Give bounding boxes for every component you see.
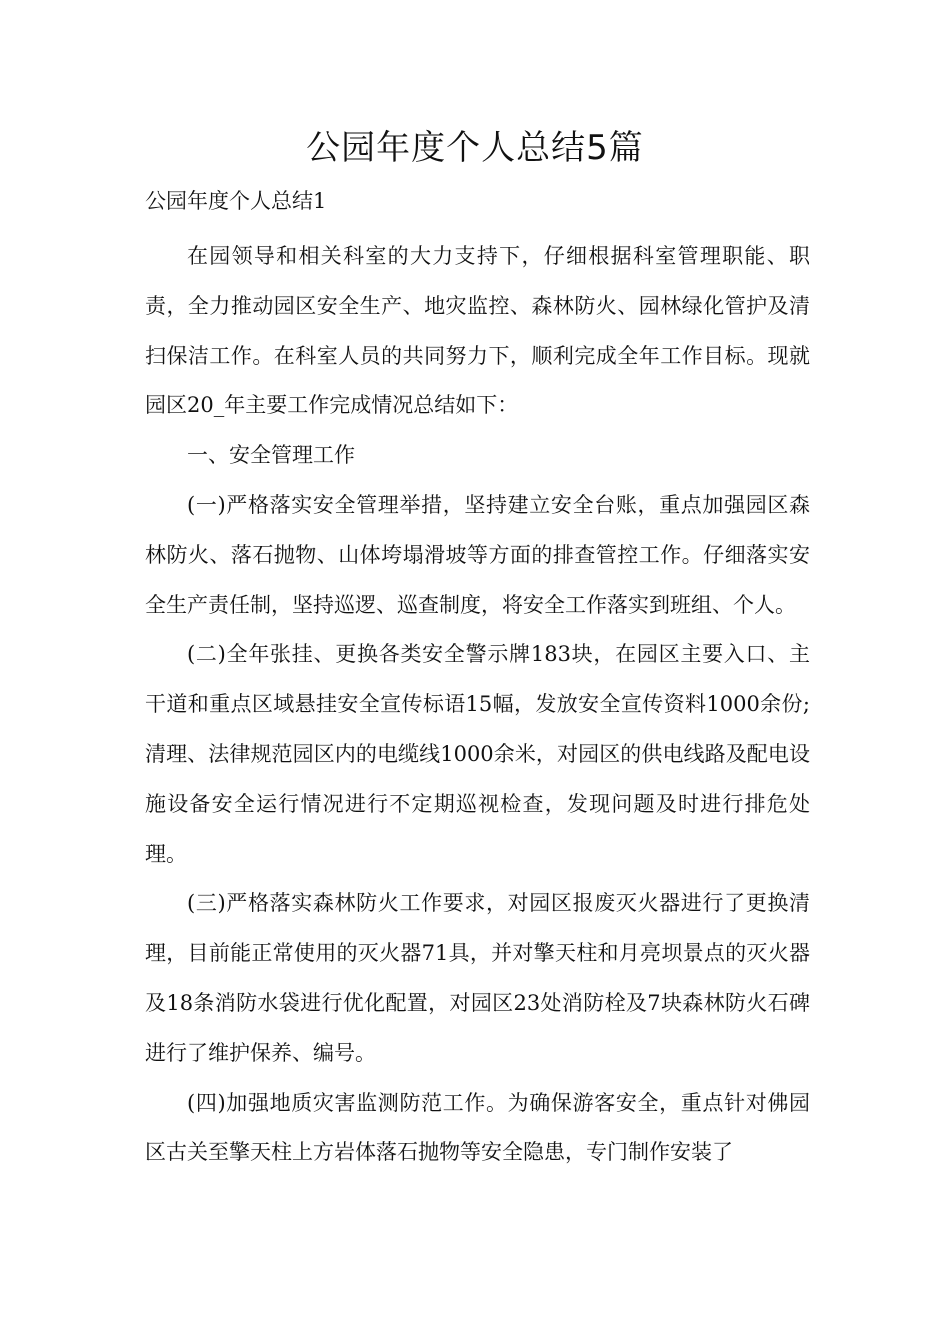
paragraph-intro: 在园领导和相关科室的大力支持下，仔细根据科室管理职能、职责，全力推动园区安全生产、地灾监控、森林防火、园林绿化管护及清扫保洁工作。在科室人员的共同努力下，顺利完成全年工作目标。现就园区20_年主要工作完成情况总结如下：: [145, 244, 810, 418]
section-subheading: 公园年度个人总结1: [145, 189, 327, 213]
document-title: 公园年度个人总结5篇: [306, 128, 644, 168]
paragraph-item-3: (三)严格落实森林防火工作要求，对园区报废灭火器进行了更换清理，目前能正常使用的灭火器71具，并对擎天柱和月亮坝景点的灭火器及18条消防水袋进行优化配置，对园区23处消防栓及7块森林防火石碑进行了维护保养、编号。: [145, 891, 810, 1065]
paragraph-item-2: (二)全年张挂、更换各类安全警示牌183块，在园区主要入口、主干道和重点区域悬挂安全宣传标语15幅，发放安全宣传资料1000余份;清理、法律规范园区内的电缆线1000余米，对园区的供电线路及配电设施设备安全运行情况进行不定期巡视检查，发现问题及时进行排危处理。: [145, 642, 810, 866]
paragraph-item-4: (四)加强地质灾害监测防范工作。为确保游客安全，重点针对佛园区古关至擎天柱上方岩体落石抛物等安全隐患，专门制作安装了: [145, 1090, 810, 1165]
section-heading-safety: 一、安全管理工作: [187, 443, 355, 468]
paragraph-item-1: (一)严格落实安全管理举措，坚持建立安全台账，重点加强园区森林防火、落石抛物、山体垮塌滑坡等方面的排查管控工作。仔细落实安全生产责任制，坚持巡逻、巡查制度，将安全工作落实到班组、个人。: [145, 492, 810, 617]
document-body: [145, 232, 810, 1178]
